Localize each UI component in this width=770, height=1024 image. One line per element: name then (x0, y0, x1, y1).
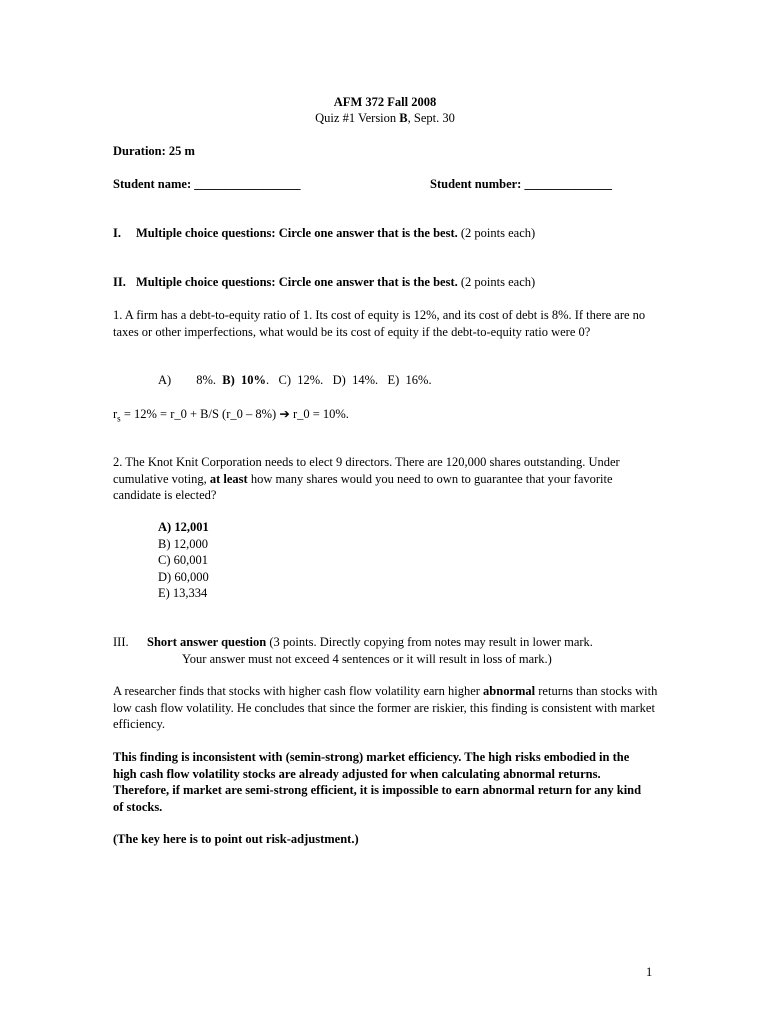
page-number: 1 (646, 965, 653, 979)
student-name-field: Student name: _________________ (113, 177, 301, 191)
option-a: A) 12,001 (158, 520, 209, 534)
question-1-options: A) 8%. B) 10%. C) 12%. D) 14%. E) 16%. (158, 373, 432, 387)
option-d: D) 60,000 (158, 569, 209, 584)
option-c: C) 60,001 (158, 553, 208, 567)
question-1-text: 1. A firm has a debt-to-equity ratio of 1. Its cost of equity is 12%, and its cost of debt is 8%. If there are no taxes or other imperfections, what would be its cost of equity if the debt-to-equity ratio were 0? (113, 308, 646, 339)
student-number-field: Student number: ______________ (430, 177, 612, 191)
question-3-key: (The key here is to point out risk-adjustment.) (113, 832, 359, 846)
quiz-subtitle: Quiz #1 Version B, Sept. 30 (315, 111, 455, 125)
question-3-answer: This finding is inconsistent with (semin-strong) market efficiency. The high risks embodied in the high cash flow volatility stocks are already adjusted for when calculating abnormal returns. Therefore, if market are semi-strong efficient, it is impossible to earn abnormal return for any kind of stocks. (113, 750, 642, 814)
question-2-options (158, 519, 209, 602)
quiz-title: AFM 372 Fall 2008 (333, 95, 437, 109)
question-1-answer: $r_s = 12\%$ = r_0 + B/S (r_0 – 8%) ➔ r_0 = 10%. (113, 407, 349, 424)
option-b: B) 12,000 (158, 536, 208, 551)
section-3-note: Your answer must not exceed 4 sentences or it will result in loss of mark.) (182, 652, 552, 666)
option-e: E) 13,334 (158, 586, 208, 600)
duration: Duration: 25 m (113, 144, 195, 158)
section-1-heading: I. Multiple choice questions: Circle one answer that is the best. (2 points each) (113, 226, 536, 240)
section-3-heading: III. Short answer question (3 points. Directly copying from notes may result in lower mark. (113, 635, 593, 649)
arrow-right-icon: ➔ (279, 407, 290, 421)
question-3-text: A researcher finds that stocks with higher cash flow volatility earn higher abnormal returns than stocks with low cash flow volatility. He concludes that since the former are riskier, this finding is consistent with market efficiency. (113, 684, 658, 731)
question-2-text: 2. The Knot Knit Corporation needs to elect 9 directors. There are 120,000 shares outstanding. Under cumulative voting, at least how many shares would you need to own to guarantee that your favorite candidate is elected? (113, 455, 620, 502)
section-2-heading: II. Multiple choice questions: Circle one answer that is the best. (2 points each) (113, 275, 536, 289)
